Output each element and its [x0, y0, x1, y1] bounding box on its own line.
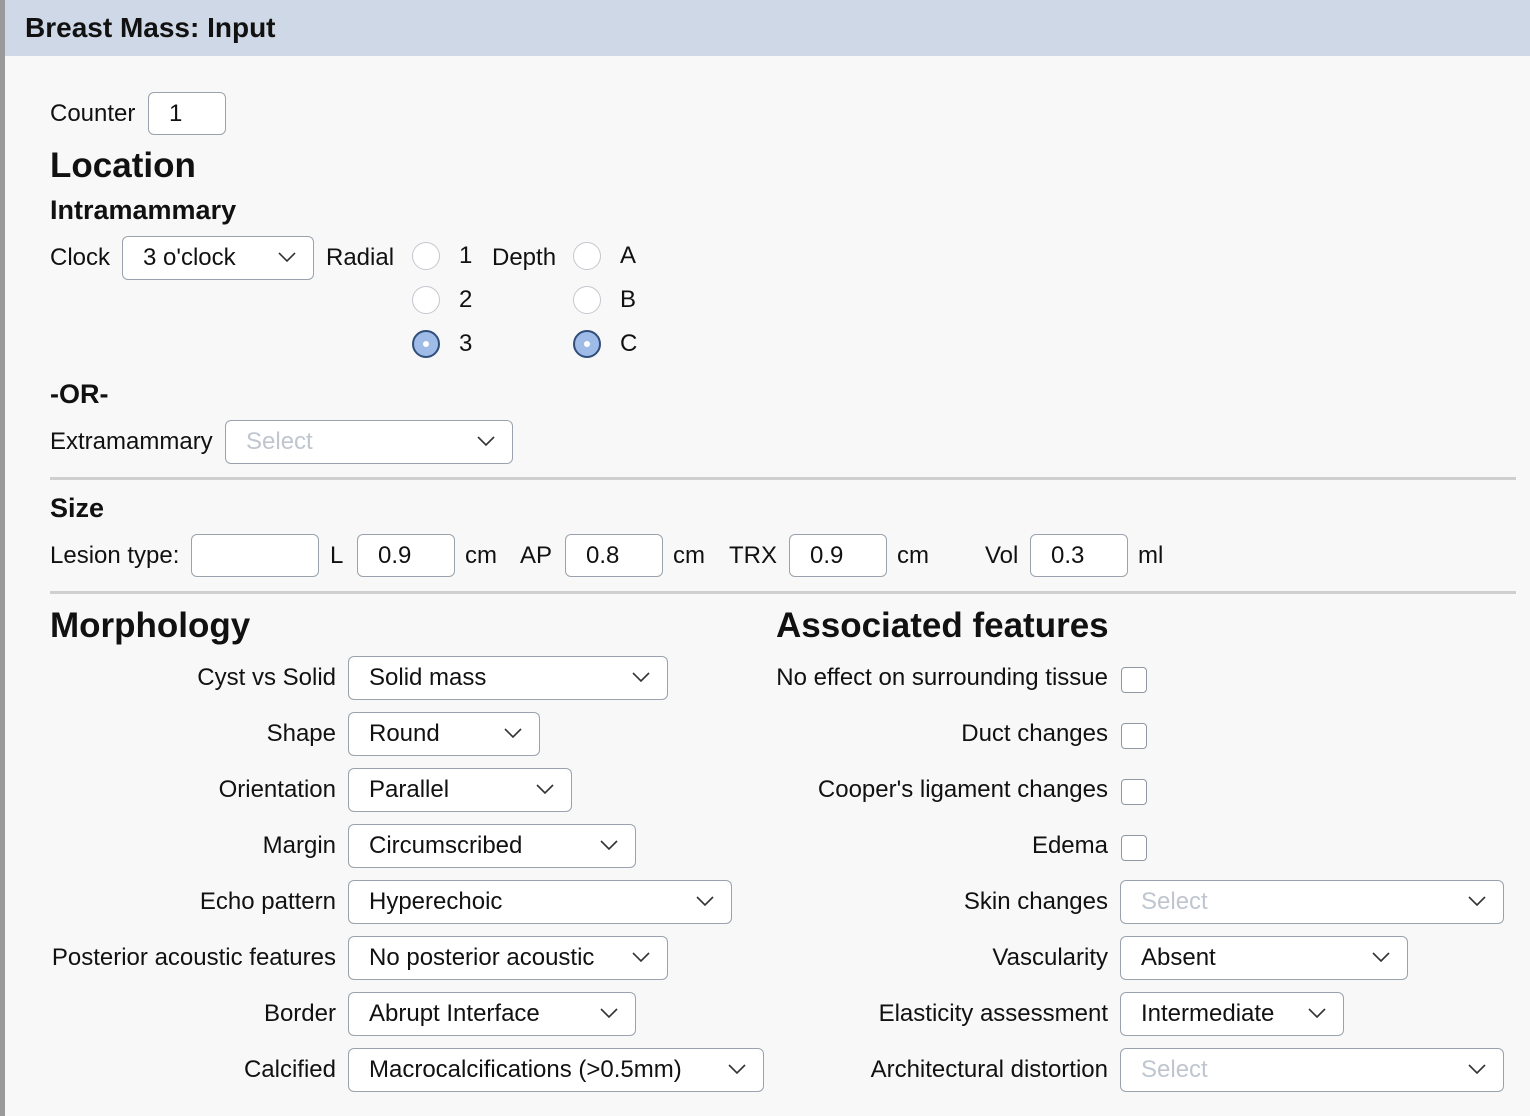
chevron-down-icon [599, 835, 619, 855]
vascularity-select[interactable] [1120, 936, 1408, 980]
margin-select[interactable] [348, 824, 636, 868]
radial-radio-1[interactable] [412, 242, 440, 270]
radial-radio-3[interactable] [412, 330, 440, 358]
l-unit: cm [465, 542, 497, 569]
or-separator: -OR- [50, 379, 109, 409]
shape-value: Round [369, 720, 440, 747]
posterior-acoustic-label: Posterior acoustic features [51, 944, 336, 971]
chevron-down-icon [277, 247, 297, 267]
clock-select-value: 3 o'clock [143, 244, 236, 271]
edema-checkbox[interactable] [1121, 835, 1147, 861]
margin-label: Margin [262, 832, 336, 859]
elasticity-label: Elasticity assessment [878, 1000, 1108, 1027]
l-label: L [330, 542, 344, 569]
chevron-down-icon [535, 779, 555, 799]
clock-select[interactable] [122, 236, 314, 280]
no-effect-checkbox[interactable] [1121, 667, 1147, 693]
extramammary-select-value: Select [246, 428, 313, 455]
chevron-down-icon [476, 431, 496, 451]
chevron-down-icon [1307, 1003, 1327, 1023]
orientation-select[interactable] [348, 768, 572, 812]
intramammary-heading: Intramammary [50, 195, 237, 225]
morphology-heading: Morphology [50, 606, 251, 645]
chevron-down-icon [599, 1003, 619, 1023]
architectural-distortion-select[interactable] [1120, 1048, 1504, 1092]
calcified-label: Calcified [243, 1056, 336, 1083]
depth-radio-c[interactable] [573, 330, 601, 358]
lesion-type-input[interactable] [191, 534, 319, 577]
counter-label: Counter [50, 100, 136, 127]
radial-option-label: 2 [459, 286, 473, 313]
shape-label: Shape [266, 720, 336, 747]
elasticity-select[interactable] [1120, 992, 1344, 1036]
trx-input[interactable] [789, 534, 887, 577]
duct-changes-checkbox[interactable] [1121, 723, 1147, 749]
elasticity-value: Intermediate [1141, 1000, 1275, 1027]
extramammary-select[interactable] [225, 420, 513, 464]
cyst-vs-solid-value: Solid mass [369, 664, 487, 691]
title-bar [5, 0, 1530, 56]
edema-label: Edema [1031, 832, 1108, 859]
ap-input[interactable] [565, 534, 663, 577]
depth-label: Depth [492, 244, 557, 271]
associated-features-heading: Associated features [776, 606, 1109, 645]
lesion-type-label: Lesion type: [50, 542, 180, 569]
ap-label: AP [520, 542, 553, 569]
chevron-down-icon [1467, 891, 1487, 911]
cyst-vs-solid-label: Cyst vs Solid [197, 664, 336, 691]
depth-option-label: C [620, 330, 638, 357]
vol-label: Vol [985, 542, 1019, 569]
coopers-ligament-label: Cooper's ligament changes [817, 776, 1108, 803]
radial-option-label: 1 [459, 242, 473, 269]
counter-input[interactable] [148, 92, 226, 135]
window-left-edge [0, 0, 5, 1116]
duct-changes-label: Duct changes [961, 720, 1108, 747]
margin-value: Circumscribed [369, 832, 523, 859]
depth-radio-b[interactable] [573, 286, 601, 314]
l-input[interactable] [357, 534, 455, 577]
chevron-down-icon [727, 1059, 747, 1079]
calcified-select[interactable] [348, 1048, 764, 1092]
posterior-acoustic-select[interactable] [348, 936, 668, 980]
trx-unit: cm [897, 542, 929, 569]
ap-unit: cm [673, 542, 705, 569]
chevron-down-icon [1371, 947, 1391, 967]
vol-input[interactable] [1030, 534, 1128, 577]
echo-pattern-value: Hyperechoic [369, 888, 503, 915]
chevron-down-icon [631, 947, 651, 967]
orientation-label: Orientation [218, 776, 336, 803]
skin-changes-label: Skin changes [963, 888, 1108, 915]
size-heading: Size [50, 493, 105, 523]
clock-label: Clock [50, 244, 111, 271]
shape-select[interactable] [348, 712, 540, 756]
echo-pattern-select[interactable] [348, 880, 732, 924]
skin-changes-value: Select [1141, 888, 1208, 915]
chevron-down-icon [631, 667, 651, 687]
chevron-down-icon [503, 723, 523, 743]
cyst-vs-solid-select[interactable] [348, 656, 668, 700]
extramammary-label: Extramammary [50, 428, 213, 455]
divider [50, 591, 1516, 594]
border-select[interactable] [348, 992, 636, 1036]
location-heading: Location [50, 146, 196, 185]
depth-radio-a[interactable] [573, 242, 601, 270]
radial-radio-2[interactable] [412, 286, 440, 314]
window-title: Breast Mass: Input [25, 12, 276, 43]
radial-label: Radial [326, 244, 395, 271]
architectural-distortion-value: Select [1141, 1056, 1208, 1083]
calcified-value: Macrocalcifications (>0.5mm) [369, 1056, 682, 1083]
posterior-acoustic-value: No posterior acoustic [369, 944, 595, 971]
chevron-down-icon [695, 891, 715, 911]
skin-changes-select[interactable] [1120, 880, 1504, 924]
chevron-down-icon [1467, 1059, 1487, 1079]
vol-unit: ml [1138, 542, 1164, 569]
coopers-ligament-checkbox[interactable] [1121, 779, 1147, 805]
depth-option-label: A [620, 242, 637, 269]
border-value: Abrupt Interface [369, 1000, 540, 1027]
orientation-value: Parallel [369, 776, 450, 803]
vascularity-value: Absent [1141, 944, 1216, 971]
no-effect-label: No effect on surrounding tissue [776, 664, 1108, 691]
trx-label: TRX [729, 542, 777, 569]
radial-option-label: 3 [459, 330, 473, 357]
architectural-distortion-label: Architectural distortion [870, 1056, 1108, 1083]
border-label: Border [263, 1000, 336, 1027]
depth-option-label: B [620, 286, 637, 313]
vascularity-label: Vascularity [992, 944, 1108, 971]
echo-pattern-label: Echo pattern [199, 888, 336, 915]
divider [50, 477, 1516, 480]
